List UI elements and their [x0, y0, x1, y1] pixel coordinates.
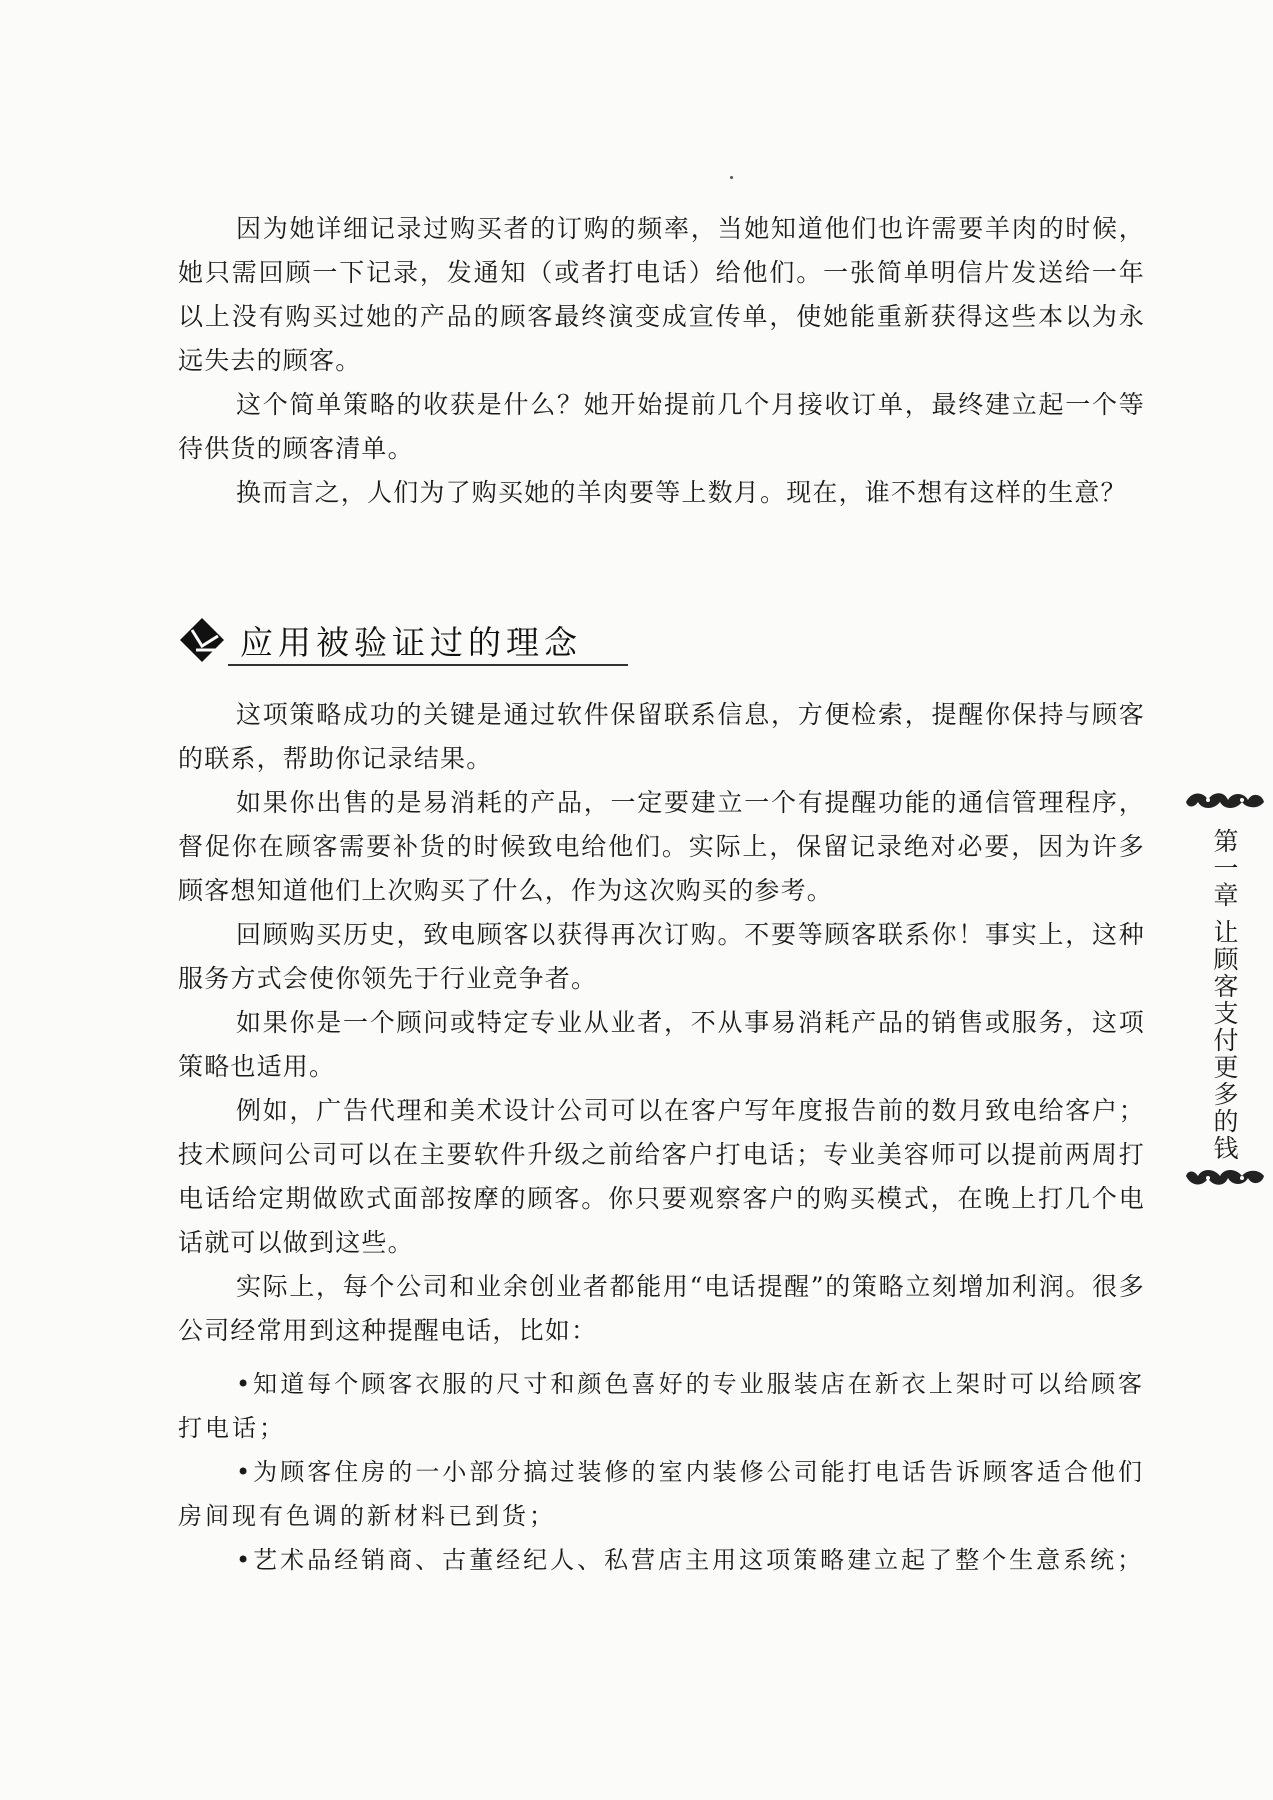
paragraph: 这个简单策略的收获是什么？她开始提前几个月接收订单，最终建立起一个等待供货的顾客清单。 — [178, 390, 1145, 463]
paragraph: 回顾购买历史，致电顾客以获得再次订购。不要等顾客联系你！事实上，这种服务方式会使你领先于行业竞争者。 — [178, 920, 1145, 993]
paragraph: 例如，广告代理和美术设计公司可以在客户写年度报告前的数月致电给客户；技术顾问公司可以在主要软件升级之前给客户打电话；专业美容师可以提前两周打电话给定期做欧式面部按摩的顾客。你只要观察客户的购买模式，在晚上打几个电话就可以做到这些。 — [178, 1096, 1145, 1257]
section-title: 应用被验证过的理念 — [240, 623, 582, 662]
section-heading — [178, 612, 630, 668]
paragraph: 如果你出售的是易消耗的产品，一定要建立一个有提醒功能的通信管理程序，督促你在顾客需要补货的时候致电给他们。实际上，保留记录绝对必要，因为许多顾客想知道他们上次购买了什么，作为这次购买的参考。 — [178, 788, 1145, 905]
paragraph: 换而言之，人们为了购买她的羊肉要等上数月。现在，谁不想有这样的生意？ — [236, 478, 1127, 507]
list-item: •为顾客住房的一小部分搞过装修的室内装修公司能打电话告诉顾客适合他们房间现有色调的新材料已到货； — [178, 1458, 1145, 1530]
intro-paragraphs — [178, 207, 1145, 515]
paragraph: 因为她详细记录过购买者的订购的频率，当她知道他们也许需要羊肉的时候，她只需回顾一下记录，发通知（或者打电话）给他们。一张简单明信片发送给一年以上没有购买过她的产品的顾客最终演变成宣传单，使她能重新获得这些本以为永远失去的顾客。 — [178, 214, 1145, 375]
bullet-list — [178, 1362, 1145, 1582]
list-item: •艺术品经销商、古董经纪人、私营店主用这项策略建立起了整个生意系统； — [236, 1546, 1145, 1574]
cloud-ornament-icon — [1182, 786, 1268, 814]
chapter-label: 第一章 让顾客支付更多的钱 — [1210, 828, 1239, 1162]
chapter-side-marker — [1178, 776, 1273, 1196]
diamond-arrow-icon — [178, 616, 234, 664]
heading-underline — [228, 664, 628, 666]
scan-speck — [730, 176, 733, 179]
paragraph: 如果你是一个顾问或特定专业从业者，不从事易消耗产品的销售或服务，这项策略也适用。 — [178, 1008, 1145, 1081]
paragraph: 实际上，每个公司和业余创业者都能用“电话提醒”的策略立刻增加利润。很多公司经常用到这种提醒电话，比如： — [178, 1272, 1145, 1345]
cloud-ornament-icon — [1182, 1164, 1268, 1192]
main-paragraphs — [178, 693, 1145, 1353]
paragraph: 这项策略成功的关键是通过软件保留联系信息，方便检索，提醒你保持与顾客的联系，帮助你记录结果。 — [178, 700, 1145, 773]
list-item: •知道每个顾客衣服的尺寸和颜色喜好的专业服装店在新衣上架时可以给顾客打电话； — [178, 1370, 1145, 1442]
